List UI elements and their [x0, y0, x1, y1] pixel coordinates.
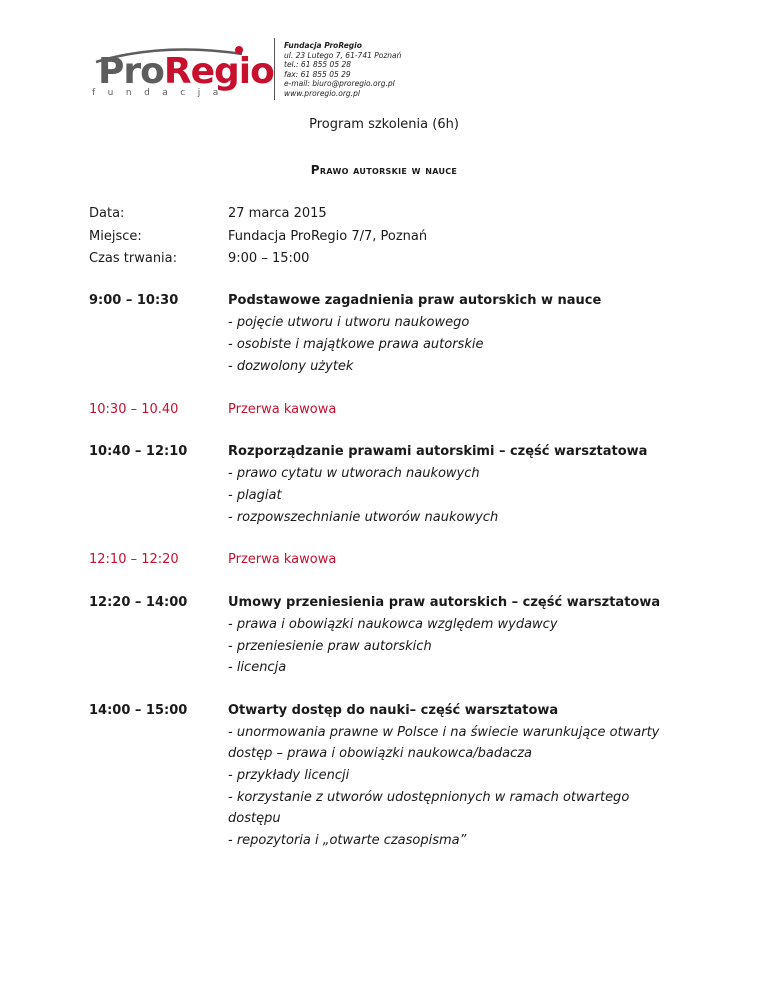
- break-title: Przerwa kawowa: [228, 552, 337, 567]
- duration-label: Czas trwania:: [89, 251, 178, 266]
- contact-block: [284, 41, 401, 99]
- session-title: Rozporządzanie prawami autorskimi – część warsztatowa: [228, 444, 648, 459]
- place-value: Fundacja ProRegio 7/7, Poznań: [228, 229, 428, 244]
- letterhead: [92, 38, 512, 108]
- session-item: - licencja: [228, 660, 287, 675]
- session-title: Otwarty dostęp do nauki– część warsztatowa: [228, 703, 559, 718]
- session-item: - dozwolony użytek: [228, 359, 354, 374]
- contact-website: www.proregio.org.pl: [284, 88, 360, 98]
- session-item: - unormowania prawne w Polsce i na świecie warunkujące otwarty: [228, 725, 660, 740]
- program-subtitle: Program szkolenia (6h): [309, 117, 459, 132]
- document-title: Prawo autorskie w nauce: [310, 163, 458, 177]
- logo-subtitle: fundacja: [92, 88, 231, 98]
- contact-address: ul. 23 Lutego 7, 61-741 Poznań: [284, 50, 402, 60]
- break-title: Przerwa kawowa: [228, 402, 337, 417]
- session-item: - pojęcie utworu i utworu naukowego: [228, 315, 470, 330]
- session-time: 10:40 – 12:10: [89, 444, 188, 459]
- date-label: Data:: [89, 206, 125, 221]
- session-time: 12:20 – 14:00: [89, 595, 188, 610]
- session-item: - osobiste i majątkowe prawa autorskie: [228, 337, 484, 352]
- session-item: - repozytoria i „otwarte czasopisma”: [228, 833, 467, 848]
- date-value: 27 marca 2015: [228, 206, 327, 221]
- place-label: Miejsce:: [89, 229, 142, 244]
- break-time: 10:30 – 10.40: [89, 402, 179, 417]
- proregio-logo: [92, 38, 274, 104]
- logo-wordmark: ProRegio: [98, 51, 274, 92]
- session-item: - prawo cytatu w utworach naukowych: [228, 466, 480, 481]
- contact-fax: fax: 61 855 05 29: [284, 69, 351, 79]
- contact-email: e-mail: biuro@proregio.org.pl: [284, 79, 395, 89]
- session-time: 9:00 – 10:30: [89, 293, 179, 308]
- session-title: Umowy przeniesienia praw autorskich – część warsztatowa: [228, 595, 661, 610]
- session-time: 14:00 – 15:00: [89, 703, 188, 718]
- session-item: - plagiat: [228, 488, 282, 503]
- session-item: - prawa i obowiązki naukowca względem wydawcy: [228, 617, 558, 632]
- session-item: dostęp – prawa i obowiązki naukowca/badacza: [228, 746, 533, 761]
- header-divider: [274, 38, 275, 100]
- session-item: dostępu: [228, 811, 281, 826]
- contact-org: Fundacja ProRegio: [284, 41, 362, 50]
- session-title: Podstawowe zagadnienia praw autorskich w nauce: [228, 293, 602, 308]
- session-item: - rozpowszechnianie utworów naukowych: [228, 510, 499, 525]
- session-item: - korzystanie z utworów udostępnionych w ramach otwartego: [228, 790, 630, 805]
- contact-tel: tel.: 61 855 05 28: [284, 60, 352, 70]
- duration-value: 9:00 – 15:00: [228, 251, 310, 266]
- break-time: 12:10 – 12:20: [89, 552, 179, 567]
- session-item: - przeniesienie praw autorskich: [228, 639, 432, 654]
- session-item: - przykłady licencji: [228, 768, 350, 783]
